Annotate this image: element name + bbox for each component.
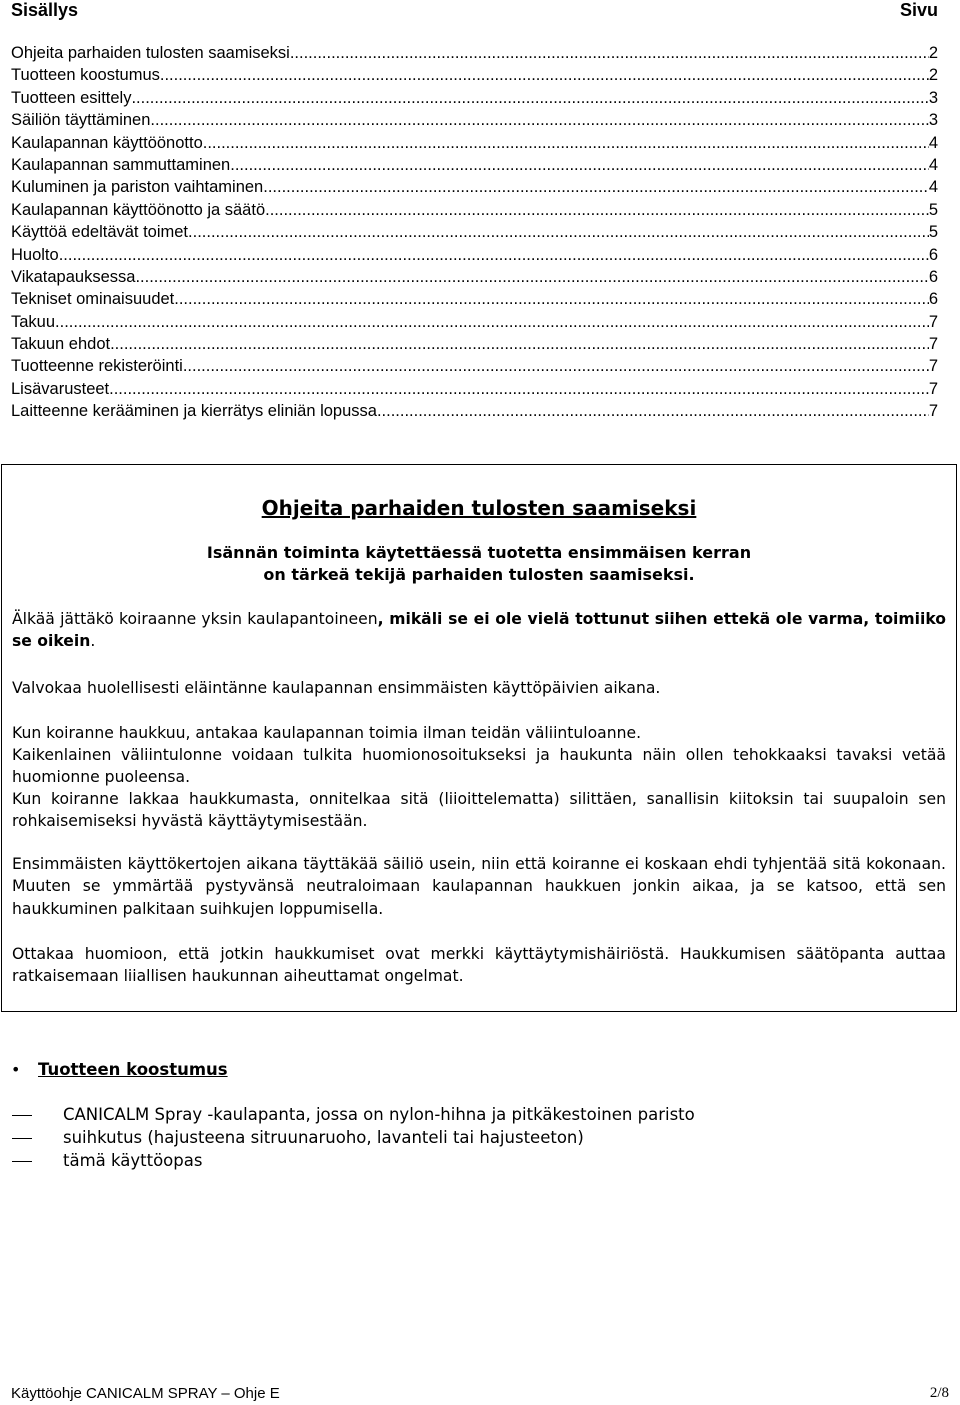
toc-dot-leader — [265, 199, 929, 221]
toc-dot-leader — [131, 87, 928, 109]
toc-entry-title: Vikatapauksessa — [11, 267, 136, 286]
toc-dot-leader — [160, 64, 929, 86]
tips-paragraph-end: . — [90, 632, 96, 651]
toc-entry-page: 3 — [928, 111, 938, 130]
tips-paragraph: Valvokaa huolellisesti eläintänne kaulapannan ensimmäisten käyttöpäivien aikana. — [12, 679, 661, 697]
toc-dot-leader — [230, 154, 929, 176]
toc-entry[interactable] — [11, 154, 938, 176]
toc-dot-leader — [110, 333, 929, 355]
toc-entry-title: Tuotteenne rekisteröinti — [11, 357, 183, 376]
toc-entry-page: 7 — [928, 357, 938, 376]
footer-page-number: 2/8 — [929, 1385, 949, 1401]
toc-entry[interactable] — [11, 400, 938, 422]
table-of-contents — [11, 42, 938, 423]
toc-entry[interactable] — [11, 199, 938, 221]
toc-entry-page: 7 — [928, 379, 938, 398]
toc-entry[interactable] — [11, 109, 938, 131]
tips-subtitle — [2, 542, 956, 587]
toc-entry-page: 7 — [928, 312, 938, 331]
toc-entry-page: 6 — [928, 267, 938, 286]
list-item-text: CANICALM Spray -kaulapanta, jossa on nylon-hihna ja pitkäkestoinen paristo — [63, 1105, 695, 1124]
composition-heading — [11, 1058, 941, 1082]
toc-dot-leader — [174, 288, 929, 310]
tips-paragraph: Kun koiranne lakkaa haukkumasta, onnitelkaa sitä (liioittelematta) silittäen, sanallisin kiitoksin tai suupaloin sen rohkaisemiseksi hyvästä käyttäytymisestään. — [12, 790, 946, 831]
toc-entry-title: Tuotteen koostumus — [11, 66, 160, 85]
toc-entry[interactable] — [11, 378, 938, 400]
toc-entry[interactable] — [11, 333, 938, 355]
toc-dot-leader — [377, 400, 929, 422]
list-item-text: suihkutus (hajusteena sitruunaruoho, lavanteli tai hajusteeton) — [63, 1128, 584, 1147]
tips-paragraph — [12, 608, 946, 653]
toc-entry-page: 6 — [928, 290, 938, 309]
toc-entry[interactable] — [11, 64, 938, 86]
toc-entry-title: Laitteenne kerääminen ja kierrätys eliniän lopussa — [11, 402, 377, 421]
toc-entry-title: Takuun ehdot — [11, 335, 111, 354]
tips-paragraph: Kaikenlainen väliintulonne voidaan tulkita huomionosoitukseksi ja haukunta näin ollen tehokkaaksi tavaksi vetää huomionne puoleensa. — [12, 746, 946, 787]
toc-dot-leader — [135, 266, 928, 288]
toc-entry-title: Kaulapannan käyttöönotto ja säätö — [11, 200, 266, 219]
footer-document-title: Käyttöohje CANICALM SPRAY – Ohje E — [11, 1385, 280, 1402]
toc-entry[interactable] — [11, 42, 938, 64]
toc-entry-page: 7 — [928, 402, 938, 421]
toc-entry[interactable] — [11, 266, 938, 288]
tips-paragraph-bold: , mikäli se ei ole vielä tottunut siihen ettekä ole varma, toimiiko se oikein — [12, 610, 946, 651]
toc-entry-page: 2 — [928, 44, 938, 62]
toc-dot-leader — [183, 355, 929, 377]
composition-section — [11, 1058, 941, 1170]
toc-entry[interactable] — [11, 221, 938, 243]
toc-entry-page: 4 — [928, 155, 938, 174]
toc-entry-title: Tekniset ominaisuudet — [11, 290, 175, 309]
toc-dot-leader — [59, 244, 929, 266]
page-header — [11, 0, 938, 24]
toc-entry[interactable] — [11, 311, 938, 333]
toc-entry-title: Kuluminen ja pariston vaihtaminen — [11, 178, 264, 197]
toc-dot-leader — [203, 132, 929, 154]
toc-entry[interactable] — [11, 355, 938, 377]
toc-dot-leader — [290, 42, 929, 64]
toc-entry-title: Tuotteen esittely — [11, 88, 132, 107]
toc-entry-title: Huolto — [11, 245, 59, 264]
toc-entry-title: Käyttöä edeltävät toimet — [11, 223, 189, 242]
toc-heading: Sisällys — [11, 0, 79, 20]
toc-entry[interactable] — [11, 244, 938, 266]
toc-entry-page: 3 — [928, 88, 938, 107]
toc-entry-title: Lisävarusteet — [11, 379, 110, 398]
tips-subtitle-line: on tärkeä tekijä parhaiden tulosten saamiseksi. — [263, 565, 695, 585]
toc-entry-title: Ohjeita parhaiden tulosten saamiseksi — [11, 44, 290, 62]
toc-entry-title: Kaulapannan sammuttaminen — [11, 155, 231, 174]
toc-entry-page: 7 — [928, 335, 938, 354]
tips-paragraph: Kun koiranne haukkuu, antakaa kaulapannan toimia ilman teidän väliintuloanne. — [12, 724, 642, 742]
toc-entry-page: 4 — [928, 178, 938, 197]
tips-paragraph: Ensimmäisten käyttökertojen aikana täyttäkää säiliö usein, niin että koiranne ei koskaan ehdi tyhjentää sitä kokonaan. Muuten se ymmärtää pystyvänsä neutraloimaan kaulapannan haukkuen jonkin aikaa, ja se katsoo, että sen haukkuminen palkitaan suihkujen loppumisella. — [12, 855, 946, 918]
tips-subtitle-line: Isännän toiminta käytettäessä tuotetta ensimmäisen kerran — [206, 543, 752, 562]
toc-entry-title: Kaulapannan käyttöönotto — [11, 133, 203, 152]
toc-dot-leader — [150, 109, 928, 131]
toc-entry-title: Säiliön täyttäminen — [11, 111, 151, 130]
toc-entry-page: 6 — [928, 245, 938, 264]
toc-entry[interactable] — [11, 288, 938, 310]
toc-entry-title: Takuu — [11, 312, 56, 331]
toc-entry-page: 5 — [928, 223, 938, 242]
toc-entry-page: 2 — [928, 66, 938, 85]
toc-entry-page: 5 — [928, 200, 938, 219]
toc-dot-leader — [263, 176, 929, 198]
toc-entry[interactable] — [11, 132, 938, 154]
toc-dot-leader — [188, 221, 929, 243]
toc-entry[interactable] — [11, 176, 938, 198]
list-item-text: tämä käyttöopas — [63, 1151, 203, 1170]
toc-dot-leader — [109, 378, 929, 400]
tips-paragraph-text: Älkää jättäkö koiraanne yksin kaulapantoineen — [12, 610, 378, 628]
toc-dot-leader — [55, 311, 929, 333]
bullet-icon: • — [11, 1060, 21, 1079]
tips-title: Ohjeita parhaiden tulosten saamiseksi — [261, 496, 697, 520]
toc-entry[interactable] — [11, 87, 938, 109]
composition-title: Tuotteen koostumus — [38, 1060, 228, 1079]
tips-box — [1, 464, 957, 1012]
page-column-heading: Sivu — [899, 0, 938, 20]
tips-paragraph: Ottakaa huomioon, että jotkin haukkumiset ovat merkki käyttäytymishäiriöstä. Haukkumisen säätöpanta auttaa ratkaisemaan liiallisen haukunnan aiheuttamat ongelmat. — [12, 945, 946, 986]
toc-entry-page: 4 — [928, 133, 938, 152]
